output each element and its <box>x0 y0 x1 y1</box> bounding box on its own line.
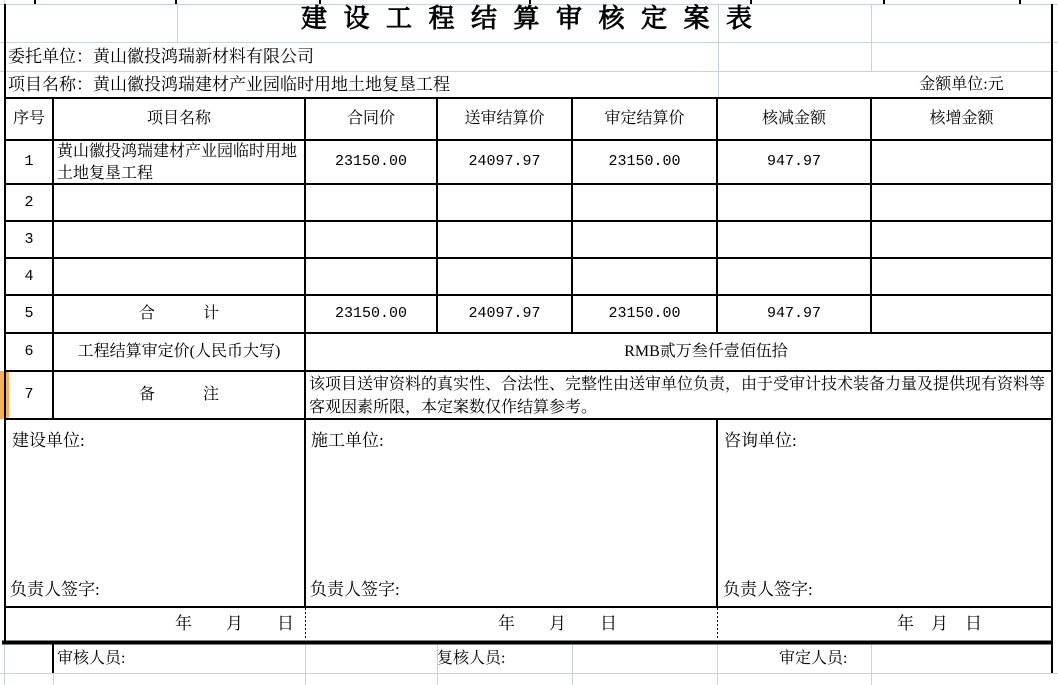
approved-price-cell: 23150.00 <box>608 153 681 170</box>
contract-price-cell: 23150.00 <box>334 153 407 170</box>
row-no: 4 <box>24 268 34 285</box>
audit-price-in-words: RMB贰万叁仟壹佰伍拾 <box>624 343 788 360</box>
header-increase: 核增金额 <box>929 110 994 127</box>
client-unit-line: 委托单位：黄山徽投鸿瑞新材料有限公司 <box>8 47 314 66</box>
row-no: 7 <box>24 386 34 403</box>
header-name: 项目名称 <box>146 110 211 127</box>
total-approved-cell: 23150.00 <box>608 305 681 322</box>
project-name-line: 项目名称：黄山徽投鸿瑞建材产业园临时用地土地复垦工程 <box>8 75 450 94</box>
date-ymd: 年 月 日 <box>897 614 982 633</box>
total-contract-cell: 23150.00 <box>334 305 407 322</box>
contractor-unit-label: 施工单位: <box>311 431 384 450</box>
header-contract: 合同价 <box>346 110 395 127</box>
auditor-label: 审核人员: <box>57 650 126 667</box>
row-no: 2 <box>24 194 34 211</box>
header-submitted: 送审结算价 <box>464 110 545 127</box>
row-project-name: 黄山徽投鸿瑞建材产业园临时用地土地复垦工程 <box>57 143 298 182</box>
total-submitted-cell: 24097.97 <box>468 305 541 322</box>
row-no: 3 <box>24 231 34 248</box>
remark-text: 该项目送审资料的真实性、合法性、完整性由送审单位负责，由于受审计技术装备力量及提供现有资料等客观因素所限，本定案数仅作结算参考。 <box>309 376 1046 416</box>
approver-label: 审定人员: <box>779 650 848 667</box>
submitted-price-cell: 24097.97 <box>468 153 541 170</box>
remark-label: 备 注 <box>138 386 219 403</box>
reduction-cell: 947.97 <box>766 153 821 170</box>
date-ymd: 年 月 日 <box>498 614 617 633</box>
total-reduction-cell: 947.97 <box>766 305 821 322</box>
header-no: 序号 <box>12 110 45 127</box>
consulting-unit-label: 咨询单位: <box>724 431 797 450</box>
total-increase-cell <box>871 295 1052 333</box>
row-no: 1 <box>24 153 34 170</box>
header-approved: 审定结算价 <box>604 110 685 127</box>
form-title: 建 设 工 程 结 算 审 核 定 案 表 <box>300 4 757 33</box>
row-no: 5 <box>24 305 34 322</box>
increase-cell <box>871 140 1052 184</box>
total-label: 合 计 <box>138 305 219 322</box>
row-no: 6 <box>24 343 34 360</box>
header-reduction: 核减金额 <box>761 110 826 127</box>
signer-label: 负责人签字: <box>723 580 813 599</box>
reviewer-label: 复核人员: <box>437 650 506 667</box>
construction-unit-label: 建设单位: <box>12 431 85 450</box>
date-ymd: 年 月 日 <box>175 614 294 633</box>
signer-label: 负责人签字: <box>310 580 400 599</box>
signer-label: 负责人签字: <box>10 580 100 599</box>
amount-unit-note: 金额单位:元 <box>919 76 1004 93</box>
audit-price-label: 工程结算审定价(人民币大写) <box>77 343 281 360</box>
